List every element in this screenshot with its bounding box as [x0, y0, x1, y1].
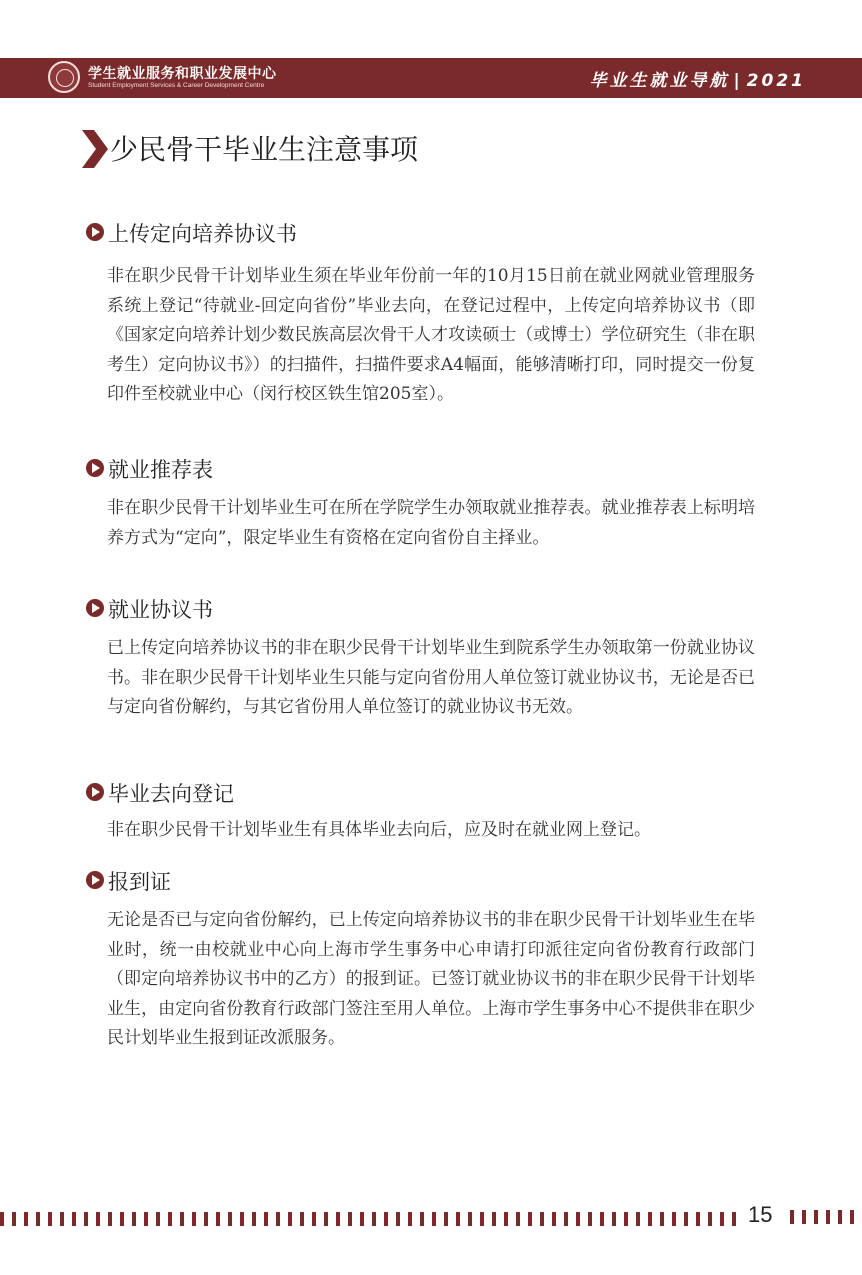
section-body: 已上传定向培养协议书的非在职少民骨干计划毕业生到院系学生办领取第一份就业协议书。非在职少民骨干计划毕业生只能与定向省份用人单位签订就业协议书，无论是否已与定向省份解约，与其它省份用人单位签订的就业协议书无效。 [107, 638, 755, 717]
footer-tick [838, 1210, 842, 1224]
footer-tick [684, 1212, 688, 1226]
footer-tick [348, 1212, 352, 1226]
footer-tick [540, 1212, 544, 1226]
footer-tick [468, 1212, 472, 1226]
section-recommendation-form [86, 454, 776, 553]
footer-tick [576, 1212, 580, 1226]
footer-tick [48, 1212, 52, 1226]
section-upload-agreement [86, 218, 776, 410]
footer-tick [528, 1212, 532, 1226]
footer-tick [802, 1210, 806, 1224]
footer-tick [732, 1212, 736, 1226]
footer-tick [660, 1212, 664, 1226]
footer-tick [180, 1212, 184, 1226]
footer-ticks-left [0, 1210, 744, 1226]
guide-title-text: 毕业生就业导航 [589, 71, 730, 91]
university-logo-icon [48, 61, 80, 93]
footer-tick [120, 1212, 124, 1226]
footer-tick [144, 1212, 148, 1226]
guide-title [589, 66, 806, 91]
footer-tick [480, 1212, 484, 1226]
footer-tick [384, 1212, 388, 1226]
footer-tick [696, 1212, 700, 1226]
footer-tick [372, 1212, 376, 1226]
footer-tick [324, 1212, 328, 1226]
footer-tick [636, 1212, 640, 1226]
guide-separator: | [733, 71, 743, 91]
footer-tick [240, 1212, 244, 1226]
section-body: 无论是否已与定向省份解约，已上传定向培养协议书的非在职少民骨干计划毕业生在毕业时，统一由校就业中心向上海市学生事务中心申请打印派往定向省份教育行政部门（即定向培养协议书中的乙方）的报到证。已签订就业协议书的非在职少民骨干计划毕业生，由定向省份教育行政部门签注至用人单位。上海市学生事务中心不提供非在职少民计划毕业生报到证改派服务。 [107, 910, 755, 1048]
footer-tick [516, 1212, 520, 1226]
footer-tick [790, 1210, 794, 1224]
footer-tick [264, 1212, 268, 1226]
section-report-certificate [86, 866, 776, 1054]
section-body: 非在职少民骨干计划毕业生有具体毕业去向后，应及时在就业网上登记。 [107, 820, 651, 840]
footer-tick [0, 1212, 4, 1226]
footer-tick [24, 1212, 28, 1226]
page-number: 15 [748, 1202, 773, 1227]
footer-tick [552, 1212, 556, 1226]
footer-tick [336, 1212, 340, 1226]
play-bullet-icon [86, 783, 104, 801]
footer-tick [276, 1212, 280, 1226]
section-heading [86, 778, 776, 808]
footer-tick [396, 1212, 400, 1226]
footer-tick [600, 1212, 604, 1226]
section-destination-registration [86, 778, 776, 846]
footer-tick [300, 1212, 304, 1226]
page-title: 少民骨干毕业生注意事项 [110, 133, 419, 166]
section-title: 上传定向培养协议书 [108, 222, 297, 246]
footer-ticks-right [790, 1210, 862, 1224]
footer-tick [720, 1212, 724, 1226]
footer-tick [444, 1212, 448, 1226]
footer-tick [228, 1212, 232, 1226]
footer-tick [216, 1212, 220, 1226]
footer-tick [360, 1212, 364, 1226]
footer-tick [588, 1212, 592, 1226]
footer-tick [672, 1212, 676, 1226]
footer-tick [850, 1210, 854, 1224]
footer-tick [132, 1212, 136, 1226]
footer-tick [456, 1212, 460, 1226]
footer-tick [168, 1212, 172, 1226]
play-bullet-icon [86, 223, 104, 241]
footer-tick [504, 1212, 508, 1226]
footer-tick [108, 1212, 112, 1226]
section-body: 非在职少民骨干计划毕业生须在毕业年份前一年的10月15日前在就业网就业管理服务系统上登记“待就业-回定向省份”毕业去向，在登记过程中，上传定向培养协议书（即《国家定向培养计划少数民族高层次骨干人才攻读硕士（或博士）学位研究生（非在职考生）定向协议书》）的扫描件，扫描件要求A4幅面，能够清晰打印，同时提交一份复印件至校就业中心（闵行校区铁生馆205室）。 [107, 266, 755, 404]
header-bar [0, 58, 862, 98]
footer-tick [60, 1212, 64, 1226]
footer-tick [72, 1212, 76, 1226]
org-name-cn: 学生就业服务和职业发展中心 [88, 66, 277, 82]
footer-tick [492, 1212, 496, 1226]
section-title: 毕业去向登记 [108, 782, 234, 806]
footer-tick [814, 1210, 818, 1224]
footer-tick [708, 1212, 712, 1226]
section-employment-agreement [86, 594, 776, 723]
section-heading [86, 454, 776, 484]
play-bullet-icon [86, 871, 104, 889]
footer-tick [564, 1212, 568, 1226]
guide-year: 2021 [746, 71, 806, 91]
footer-tick [624, 1212, 628, 1226]
footer-tick [612, 1212, 616, 1226]
footer-tick [288, 1212, 292, 1226]
play-bullet-icon [86, 459, 104, 477]
section-heading [86, 218, 776, 248]
section-body: 非在职少民骨干计划毕业生可在所在学院学生办领取就业推荐表。就业推荐表上标明培养方式为“定向”，限定毕业生有资格在定向省份自主择业。 [107, 498, 755, 548]
footer-tick [408, 1212, 412, 1226]
footer-tick [432, 1212, 436, 1226]
section-title: 就业推荐表 [108, 458, 213, 482]
footer-tick [252, 1212, 256, 1226]
footer-tick [648, 1212, 652, 1226]
footer-tick [96, 1212, 100, 1226]
footer-tick [12, 1212, 16, 1226]
footer-tick [204, 1212, 208, 1226]
section-heading [86, 594, 776, 624]
footer-tick [312, 1212, 316, 1226]
footer-tick [826, 1210, 830, 1224]
section-title: 就业协议书 [108, 598, 213, 622]
footer-tick [36, 1212, 40, 1226]
org-name-en: Student Employment Services & Career Development Centre [88, 82, 265, 89]
footer-tick [84, 1212, 88, 1226]
footer-tick [420, 1212, 424, 1226]
play-bullet-icon [86, 599, 104, 617]
chevron-right-icon [80, 130, 108, 168]
footer-tick [192, 1212, 196, 1226]
section-heading [86, 866, 776, 896]
footer-tick [156, 1212, 160, 1226]
section-title: 报到证 [108, 870, 171, 894]
